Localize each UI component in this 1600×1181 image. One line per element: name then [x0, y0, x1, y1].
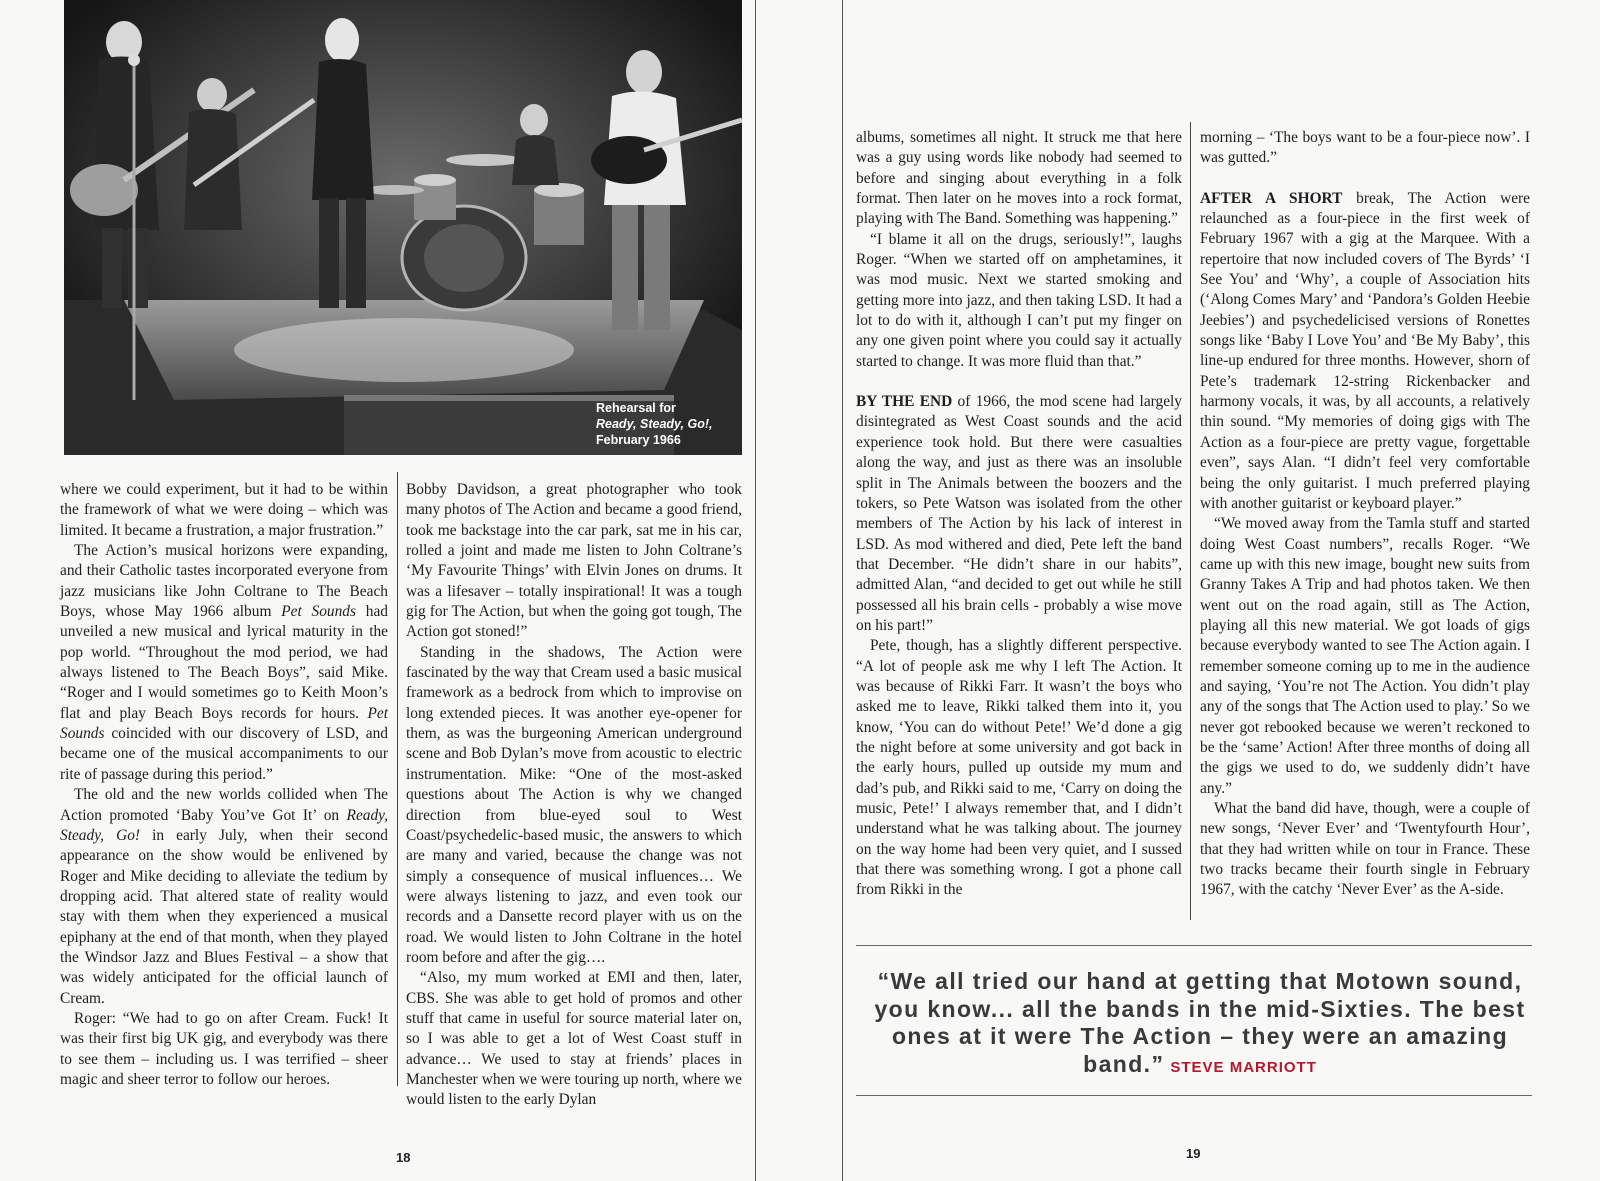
- photo-caption: [596, 400, 742, 448]
- page-edge-line: [755, 0, 756, 1181]
- page-edge-line: [842, 0, 843, 1181]
- column-rule: [397, 472, 398, 1086]
- caption-line-2: Ready, Steady, Go!,: [596, 417, 713, 431]
- text-run: coincided with our discovery of LSD, and became one of the musical accompaniments to our rite of passage during this period.”: [60, 725, 388, 783]
- column-rule: [1190, 122, 1191, 920]
- page-number: 19: [1186, 1146, 1201, 1161]
- text-run: in early July, when their second appearance on the show would be enlivened by Roger and Mike deciding to alleviate the tedium by dropping acid. That altered state of reality would stay with them when they experienced a musical epiphany at the end of that month, when they played the Windsor Jazz and Blues Festival – a show that was widely anticipated for the official launch of Cream.: [60, 826, 388, 1007]
- text-run: The Action’s musical horizons were expanding, and their Catholic tastes incorporated everyone from jazz musicians like John Coltrane to The Beach Boys, whose May 1966 album: [60, 542, 388, 621]
- paragraph: [856, 392, 1182, 636]
- caption-line-1: Rehearsal for: [596, 401, 676, 415]
- caption-line-3: February 1966: [596, 433, 681, 447]
- pullquote-rule-top: [856, 945, 1532, 946]
- album-title: Pet Sounds: [281, 603, 356, 621]
- paragraph: albums, sometimes all night. It struck me that here was a guy using words like nobody had seemed to before and singing about everything in a folk format. Then later on he moves into a rock format, playing with The Band. Something was happening.”: [856, 129, 1182, 228]
- left-page-column-1: [60, 480, 388, 1090]
- right-page-column-2: [1200, 128, 1530, 901]
- band-rehearsal-illustration: [64, 0, 742, 455]
- page-number: 18: [396, 1150, 411, 1165]
- text-run: The old and the new worlds collided when The Action promoted ‘Baby You’ve Got It’ on: [60, 786, 388, 824]
- paragraph: morning – ‘The boys want to be a four-piece now’. I was gutted.”: [1200, 129, 1530, 167]
- show-title: Ready, Steady, Go!: [60, 806, 388, 844]
- text-run: break, The Action were relaunched as a four-piece in the first week of February 1967 with a gig at the Marquee. With a repertoire that now included covers of The Byrds’ ‘I See You’ and ‘Why’, a couple of Association hits (‘Along Comes Mary’ and ‘Pandora’s Golden Heebie Jeebies’) and psychedelicised versions of Ronettes songs like ‘Baby I Love You’ and ‘Be My Baby’, this line-up endured for three months. However, shorn of Pete’s trademark 12-string Rickenbacker and harmony vocals, it was, by all accounts, a relatively thin sound. “My memories of doing gigs with The Action as a four-piece are pretty vague, forgettable even”, says Alan. “I didn’t feel very comfortable being the only guitarist. I much preferred playing with another guitarist or keyboard player.”: [1200, 189, 1530, 512]
- paragraph: [1200, 189, 1530, 515]
- paragraph: Standing in the shadows, The Action were fascinated by the way that Cream used a basic musical framework as a bedrock from which to improvise on long extended pieces. It was another eye-opener for them, as was the burgeoning American underground scene and Bob Dylan’s move from acoustic to electric instrumentation. Mike: “One of the most-asked questions about The Action is why we changed direction from blue-eyed soul to West Coast/psychedelic-based music, the answers to which are many and varied, because the change was not simply a consequence of musical influences… We were always listening to jazz, and even took our records and a Dansette record player with us on the road. We would listen to John Coltrane in the hotel room before and after the gig….: [406, 643, 742, 966]
- paragraph: “Also, my mum worked at EMI and then, later, CBS. She was able to get hold of promos and other stuff that came in useful for source material later on, so I was able to get a lot of West Coast stuff in advance… We used to stay at friends’ places in Manchester when we were touring up north, where we would listen to the early Dylan: [406, 969, 742, 1109]
- pullquote: [860, 968, 1540, 1081]
- band-rehearsal-photo: [64, 0, 742, 455]
- paragraph: Roger: “We had to go on after Cream. Fuck! It was their first big UK gig, and everybody was there to see them – including us. I was terrified – sheer magic and sheer terror to follow our heroes.: [60, 1009, 388, 1088]
- paragraph: where we could experiment, but it had to be within the framework of what we were doing – which was limited. It became a frustration, a major frustration.”: [60, 481, 388, 539]
- pullquote-text: “We all tried our hand at getting that Motown sound, you know... all the bands in the mid-Sixties. The best ones at it were The Action – they were an amazing band.”: [874, 968, 1526, 1077]
- paragraph: Pete, though, has a slightly different perspective. “A lot of people ask me why I left The Action. It was because of Rikki Farr. It wasn’t the boys who asked me to leave, Rikki talked them into it, you know, ‘You can do without Pete!’ We’d done a gig the night before at some university and got back in the early hours, pulled up outside my mum and dad’s pub, and Rikki said to me, ‘Carry on doing the music, Pete!’ I always remember that, and I didn’t understand what he was talking about. The journey on the way home had been very quiet, and I sussed that there was something wrong. I got a phone call from Rikki in the: [856, 637, 1182, 899]
- left-page-column-2: [406, 480, 742, 1111]
- paragraph: “I blame it all on the drugs, seriously!”, laughs Roger. “When we started off on amphetamines, it was mod music. Next we started smoking and getting more into jazz, and then taking LSD. It had a lot to do with it, although I can’t put my finger on any one given point where you could say it actually started to change. It was more fluid than that.”: [856, 230, 1182, 370]
- paragraph: Bobby Davidson, a great photographer who took many photos of The Action and became a good friend, took me backstage into the car park, sat me in his car, rolled a joint and made me listen to John Coltrane’s ‘My Favourite Things’ with Elvin Jones on drums. It was a lifesaver – totally inspirational! It was a tough gig for The Action, but when the going got tough, The Action got stoned!”: [406, 481, 742, 641]
- section-lead-in: AFTER A SHORT: [1200, 189, 1343, 207]
- paragraph: [60, 785, 388, 1009]
- text-run: had unveiled a new musical and lyrical maturity in the pop world. “Throughout the mod period, we had always listened to The Beach Boys”, said Mike. “Roger and I would sometimes go to Keith Moon’s flat and play Beach Boys records for hours.: [60, 603, 388, 722]
- section-lead-in: BY THE END: [856, 393, 953, 411]
- paragraph: What the band did have, though, were a couple of new songs, ‘Never Ever’ and ‘Twentyfourth Hour’, that they had written while on tour in France. These two tracks became their fourth single in February 1967, with the catchy ‘Never Ever’ as the A-side.: [1200, 800, 1530, 899]
- paragraph: “We moved away from the Tamla stuff and started doing West Coast numbers”, recalls Roger. “We came up with this new image, bought new suits from Granny Takes A Trip and had photos taken. We then went out on the road again, still as The Action, playing all this new material. We got loads of gigs because everybody wanted to see The Action again. I remember someone coming up to me in the audience and saying, ‘You’re not The Action. You didn’t play any of the songs that The Action used to play.’ So we never got rebooked because we weren’t reckoned to be the ‘same’ Action! After three months of doing all the gigs we used to do, we suddenly didn’t have any.”: [1200, 515, 1530, 797]
- pullquote-rule-bottom: [856, 1095, 1532, 1096]
- right-page-column-1: [856, 128, 1182, 901]
- text-run: of 1966, the mod scene had largely disintegrated as West Coast sounds and the acid experience took hold. But there were casualties along the way, and just as there was an insoluble split in The Animals between the boozers and the tokers, so Pete Watson was isolated from the other members of The Action by his lack of interest in LSD. As mod withered and died, Pete left the band that December. “He didn’t share in our habits”, admitted Alan, “and decided to get out while he still possessed all his brain cells - probably a wise move on his part!”: [856, 393, 1182, 634]
- album-title: Pet Sounds: [60, 704, 388, 743]
- paragraph: [60, 541, 388, 785]
- pullquote-attribution: STEVE MARRIOTT: [1170, 1058, 1317, 1076]
